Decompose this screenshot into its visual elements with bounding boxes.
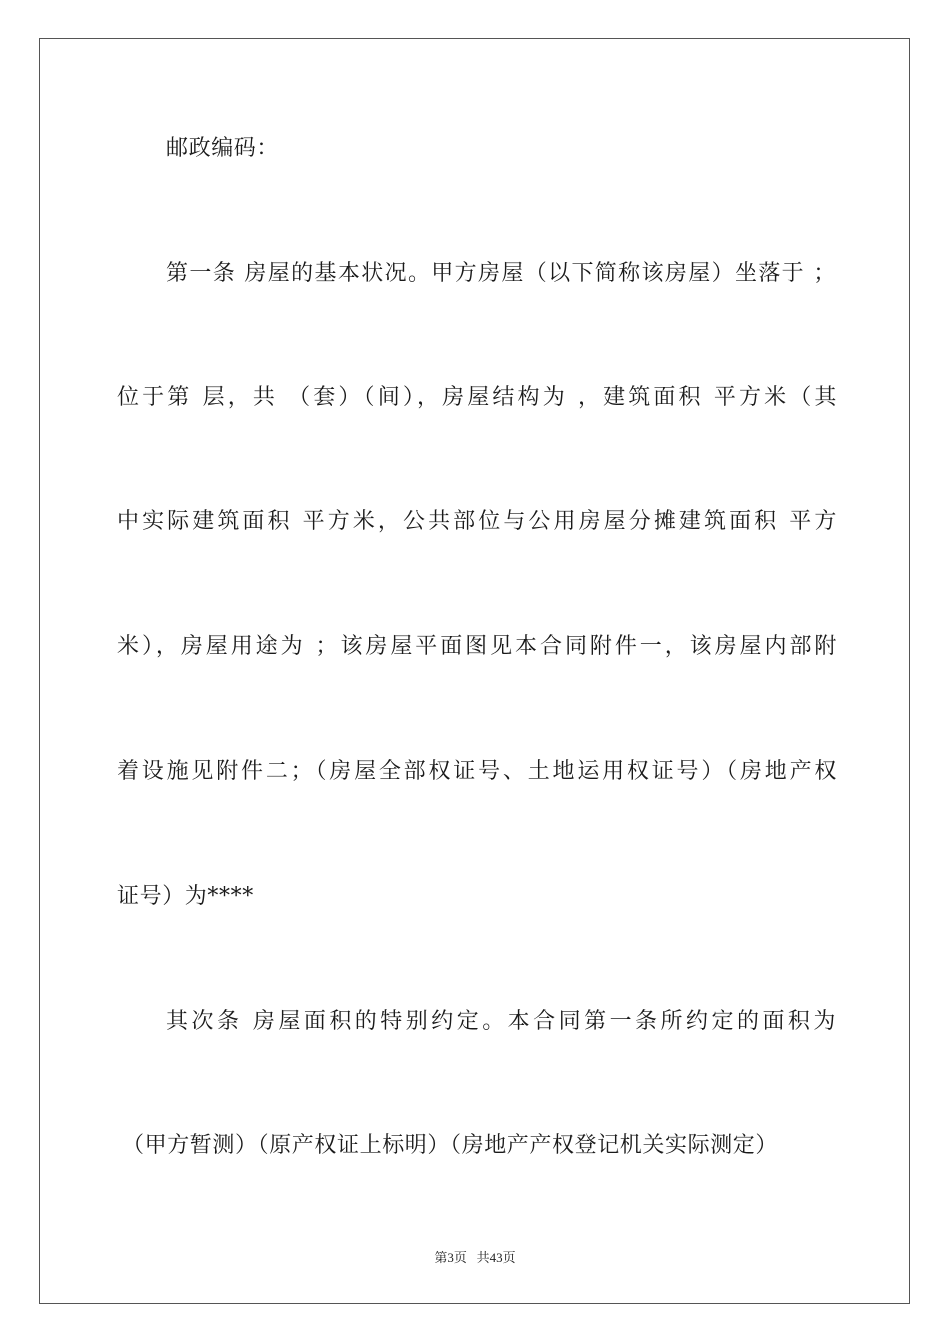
paragraph-line-postal-code: 邮政编码： (166, 136, 280, 161)
page-border (39, 38, 910, 1304)
paragraph-line-article-2: 其次条 房屋面积的特别约定。本合同第一条所约定的面积为 (166, 1009, 836, 1034)
paragraph-line: （甲方暂测）（原产权证上标明）（房地产产权登记机关实际测定） (122, 1133, 779, 1158)
paragraph-line-article-1: 第一条 房屋的基本状况。甲方房屋（以下简称该房屋）坐落于 ； (166, 261, 836, 286)
paragraph-line: 着设施见附件二；（房屋全部权证号、土地运用权证号）（房地产权 (117, 759, 837, 784)
paragraph-line: 中实际建筑面积 平方米，公共部位与公用房屋分摊建筑面积 平方 (117, 509, 837, 534)
paragraph-line: 米），房屋用途为 ；该房屋平面图见本合同附件一，该房屋内部附 (117, 634, 837, 659)
paragraph-line: 位于第 层，共 （套）（间），房屋结构为 ，建筑面积 平方米（其 (117, 385, 837, 410)
paragraph-line: 证号）为**** (117, 884, 254, 909)
page-number-footer: 第3页 共43页 (434, 1250, 516, 1265)
